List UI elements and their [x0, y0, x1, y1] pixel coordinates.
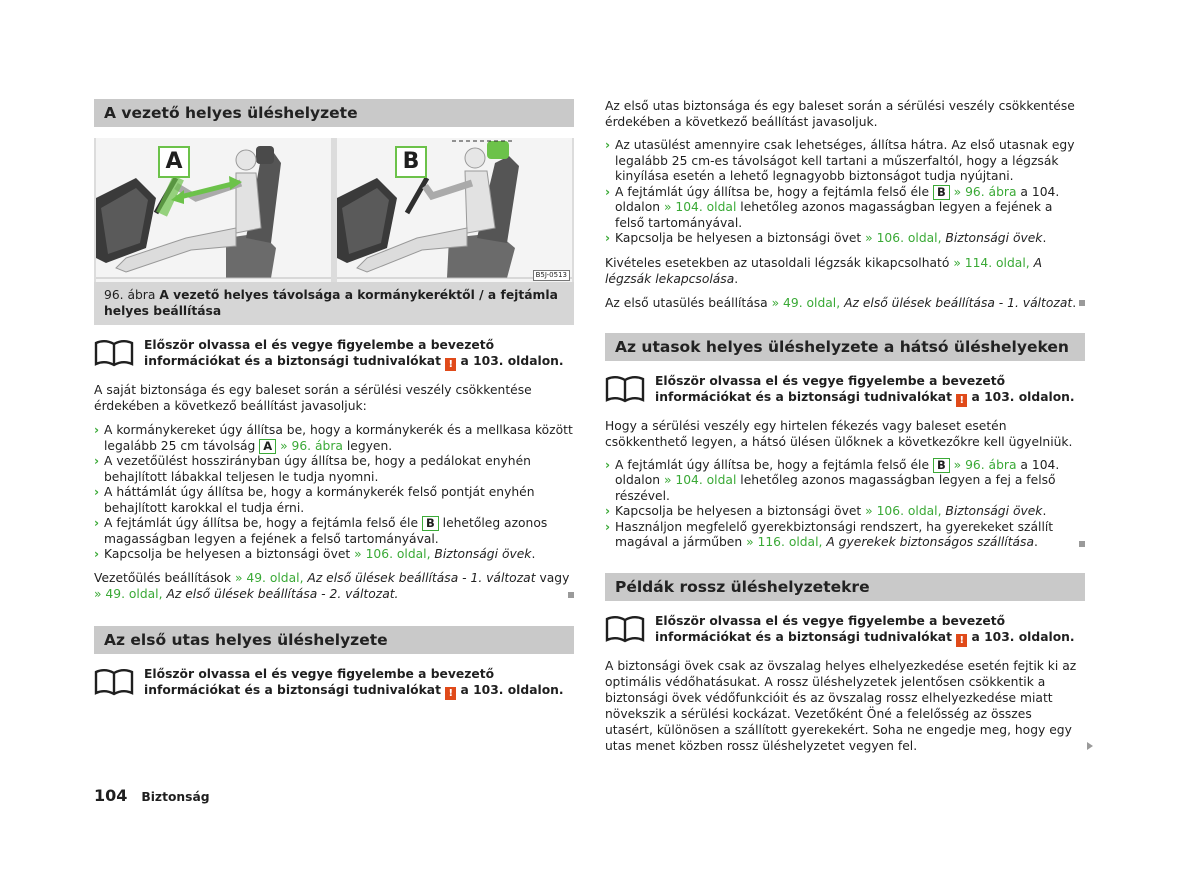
link-title: Biztonsági övek: [434, 547, 532, 561]
section-heading-bad-positions: Példák rossz üléshelyzetekre: [605, 573, 1085, 601]
item-text: A fejtámlát úgy állítsa be, hogy a fejtámla felső éle: [104, 516, 419, 530]
figure-link[interactable]: » 96. ábra: [280, 438, 343, 453]
item-text: Használjon megfelelő gyerekbiztonsági rendszert, ha gyerekeket szállít magával a járműben: [615, 519, 1054, 549]
page-link[interactable]: » 49. oldal,: [94, 586, 163, 601]
figure-label-a: A: [158, 146, 190, 178]
page-link[interactable]: » 49. oldal,: [234, 570, 304, 585]
front-passenger-steps: [605, 138, 1085, 247]
notice-page-ref: a 103. oldalon.: [460, 682, 564, 697]
page-link[interactable]: » 49. oldal,: [771, 295, 841, 310]
figure-caption: [94, 282, 574, 325]
notice-body: Először olvassa el és vegye figyelembe a bevezető információkat és a biztonsági tudnivalókat: [144, 666, 495, 697]
figure-link[interactable]: » 96. ábra: [953, 184, 1017, 199]
page-link[interactable]: » 104. oldal: [663, 473, 737, 487]
ref-text: Az első utasülés beállítása: [605, 295, 768, 310]
headrest-illustration: [337, 138, 572, 282]
warning-icon: !: [445, 687, 456, 700]
list-item: [605, 185, 1085, 232]
bad-positions-text: [605, 658, 1085, 754]
item-text: a 104. oldalon: [615, 457, 1060, 487]
item-text: a 104. oldalon: [615, 184, 1060, 214]
book-icon: [605, 375, 645, 403]
link-title: A légzsák lekapcsolása: [605, 255, 1042, 286]
item-text: Kapcsolja be helyesen a biztonsági övet: [104, 547, 351, 561]
rear-steps: [605, 458, 1085, 551]
section-end-icon: [568, 592, 574, 598]
list-item: [605, 458, 1085, 505]
bullet-icon: ›: [605, 457, 611, 472]
notice-body: Először olvassa el és vegye figyelembe a bevezető információkat és a biztonsági tudnivalókat: [144, 338, 495, 368]
list-item: [94, 516, 574, 547]
list-item: [94, 423, 574, 454]
figure-link[interactable]: » 96. ábra: [953, 457, 1017, 472]
warning-icon: !: [956, 634, 967, 647]
page-link[interactable]: » 106. oldal,: [865, 231, 942, 245]
left-column: [94, 99, 574, 700]
section-end-icon: [1079, 300, 1085, 306]
notice-text: [655, 613, 1085, 647]
bullet-icon: ›: [94, 516, 100, 530]
item-text: A háttámlát úgy állítsa be, hogy a kormánykerék felső pontját enyhén behajlított karokkal el tudja érni.: [104, 485, 535, 515]
item-text: A fejtámlát úgy állítsa be, hogy a fejtámla felső éle: [615, 457, 930, 472]
bullet-icon: ›: [94, 485, 100, 499]
page-link[interactable]: » 114. oldal,: [953, 255, 1030, 270]
page-footer: [94, 786, 210, 805]
figure-panel-a: [96, 138, 331, 282]
front-passenger-intro: Az első utas biztonsága és egy baleset során a sérülési veszély csökkentése érdekében a következő beállítást javasoljuk.: [605, 99, 1075, 129]
driver-distance-illustration: [96, 138, 331, 282]
item-text: A vezetőülést hosszirányban úgy állítsa be, hogy a pedálokat enyhén behajlított lábakkal teljesen le tudja nyomni.: [104, 454, 531, 484]
list-item: › Használjon megfelelő gyerekbiztonsági rendszert, ha gyerekeket szállít magával a járműben » 116. oldal, A gyerekek biztonságos szállítása.: [605, 520, 1085, 551]
notice-text: [144, 666, 574, 700]
warning-icon: !: [956, 394, 967, 407]
page-link[interactable]: » 106. oldal,: [865, 504, 942, 518]
ref-text: vagy: [539, 570, 570, 585]
page-link[interactable]: » 116. oldal,: [746, 535, 823, 549]
ref-text: Kivételes esetekben az utasoldali légzsák kikapcsolható: [605, 255, 950, 270]
link-title: A gyerekek biztonságos szállítása: [826, 535, 1034, 549]
figure-panel-b: [337, 138, 572, 282]
book-icon: [605, 615, 645, 643]
list-item: [94, 485, 574, 516]
section-heading-front-passenger: Az első utas helyes üléshelyzete: [94, 626, 574, 654]
passenger-seat-ref: Az első utasülés beállítása » 49. oldal, Az első ülések beállítása - 1. változat.: [605, 295, 1085, 311]
read-first-notice: [94, 666, 574, 700]
item-text: lehetőleg azonos magasságban legyen a fejének a felső tartományával.: [104, 516, 548, 546]
figure-ref-box: B: [422, 516, 439, 531]
page-link[interactable]: » 106. oldal,: [354, 547, 431, 561]
figure-ref-box: B: [933, 458, 950, 473]
figure-code: B5J-0513: [533, 270, 570, 281]
link-title: Biztonsági övek: [945, 504, 1043, 518]
read-first-notice: [94, 337, 574, 371]
notice-page-ref: a 103. oldalon.: [971, 629, 1075, 644]
caption-title: A vezető helyes távolsága a kormánykeréktől / a fejtámla helyes beállítása: [104, 288, 558, 318]
notice-body: Először olvassa el és vegye figyelembe a bevezető információkat és a biztonsági tudnivalókat: [655, 373, 1006, 404]
bullet-icon: ›: [605, 138, 611, 152]
notice-page-ref: a 103. oldalon.: [460, 354, 564, 368]
notice-text: [144, 337, 574, 371]
paragraph-text: A biztonsági övek csak az övszalag helyes elhelyezkedése esetén fejtik ki az optimális védőhatásukat. A rossz üléshelyzetek jelentősen csökkentik a biztonsági övek védőfunkcióit és az övszalag rossz elhelyezkedése miatt növekszik a sérülési kockázat. Vezetőként Öné a felelősség az összes utasért, különösen a szállított gyerekekért. Soha ne engedje meg, hogy egy utas menet közben rossz üléshelyzetet vegyen fel.: [605, 658, 1077, 753]
book-icon: [94, 668, 134, 696]
section-heading-driver: A vezető helyes üléshelyzete: [94, 99, 574, 127]
figure-ref-box: B: [933, 185, 950, 200]
list-item: › Kapcsolja be helyesen a biztonsági övet » 106. oldal, Biztonsági övek.: [605, 504, 1047, 518]
list-item: [605, 138, 1085, 185]
bullet-icon: ›: [605, 231, 611, 245]
bullet-icon: ›: [605, 519, 611, 534]
list-item: › Kapcsolja be helyesen a biztonsági övet » 106. oldal, Biztonsági övek.: [94, 547, 536, 561]
item-text: Kapcsolja be helyesen a biztonsági övet: [615, 504, 862, 518]
link-title: Az első ülések beállítása - 1. változat: [844, 295, 1073, 310]
list-item: [94, 454, 574, 485]
continue-arrow-icon: [1087, 742, 1093, 750]
item-text: legyen.: [346, 438, 393, 453]
list-item: › Kapcsolja be helyesen a biztonsági övet » 106. oldal, Biztonsági övek.: [605, 231, 1047, 245]
section-heading-rear-seats: Az utasok helyes üléshelyzete a hátsó üléshelyeken: [605, 333, 1085, 361]
page-link[interactable]: » 104. oldal: [663, 200, 737, 214]
item-text: A kormánykereket úgy állítsa be, hogy a kormánykerék és a mellkasa között legalább 25 cm távolság: [104, 423, 573, 453]
figure-ref-box: A: [259, 439, 276, 454]
bullet-icon: ›: [94, 547, 100, 561]
driver-intro: A saját biztonsága és egy baleset során a sérülési veszély csökkentése érdekében a következő beállítást javasoljuk:: [94, 383, 532, 413]
link-title: Az első ülések beállítása - 1. változat: [307, 570, 536, 585]
read-first-notice: [605, 373, 1085, 407]
notice-page-ref: a 103. oldalon.: [971, 389, 1075, 404]
item-text: Kapcsolja be helyesen a biztonsági övet: [615, 231, 862, 245]
link-title: Az első ülések beállítása - 2. változat.: [166, 586, 399, 601]
bullet-icon: ›: [605, 504, 611, 518]
airbag-exception: Kivételes esetekben az utasoldali légzsák kikapcsolható » 114. oldal, A légzsák lekapcsolása.: [605, 255, 1042, 286]
link-title: Biztonsági övek: [945, 231, 1043, 245]
page-number: 104: [94, 786, 128, 805]
bullet-icon: ›: [605, 184, 611, 199]
item-text: lehetőleg azonos magasságban legyen a fej a felső részével.: [615, 473, 1056, 503]
ref-text: Vezetőülés beállítások: [94, 570, 232, 585]
read-first-notice: [605, 613, 1085, 647]
warning-icon: !: [445, 358, 456, 371]
book-icon: [94, 339, 134, 367]
seating-figure: [94, 138, 574, 282]
notice-text: [655, 373, 1085, 407]
figure-label-b: B: [395, 146, 427, 178]
right-column: [605, 98, 1085, 754]
seat-settings-ref: [94, 570, 574, 602]
driver-steps: [94, 423, 574, 563]
footer-section-name: Biztonság: [141, 790, 210, 804]
section-end-icon: [1079, 541, 1085, 547]
bullet-icon: ›: [94, 454, 100, 468]
item-text: A fejtámlát úgy állítsa be, hogy a fejtámla felső éle: [615, 184, 930, 199]
item-text: lehetőleg azonos magasságban legyen a fejének a felső tartományával.: [615, 200, 1053, 230]
rear-intro: Hogy a sérülési veszély egy hirtelen fékezés vagy baleset esetén csökkenthető legyen, a hátsó ülésen ülőknek a következőkre kell ügyelniük.: [605, 418, 1073, 449]
notice-body: Először olvassa el és vegye figyelembe a bevezető információkat és a biztonsági tudnivalókat: [655, 613, 1006, 644]
bullet-icon: ›: [94, 423, 100, 437]
caption-number: 96. ábra: [104, 288, 156, 302]
item-text: Az utasülést amennyire csak lehetséges, állítsa hátra. Az első utasnak egy legalább 25 cm-es távolságot kell tartani a műszerfaltól, hogy a légzsák kinyílása esetén a lehető legnagyobb biztonságot tudja nyújtani.: [615, 138, 1075, 183]
